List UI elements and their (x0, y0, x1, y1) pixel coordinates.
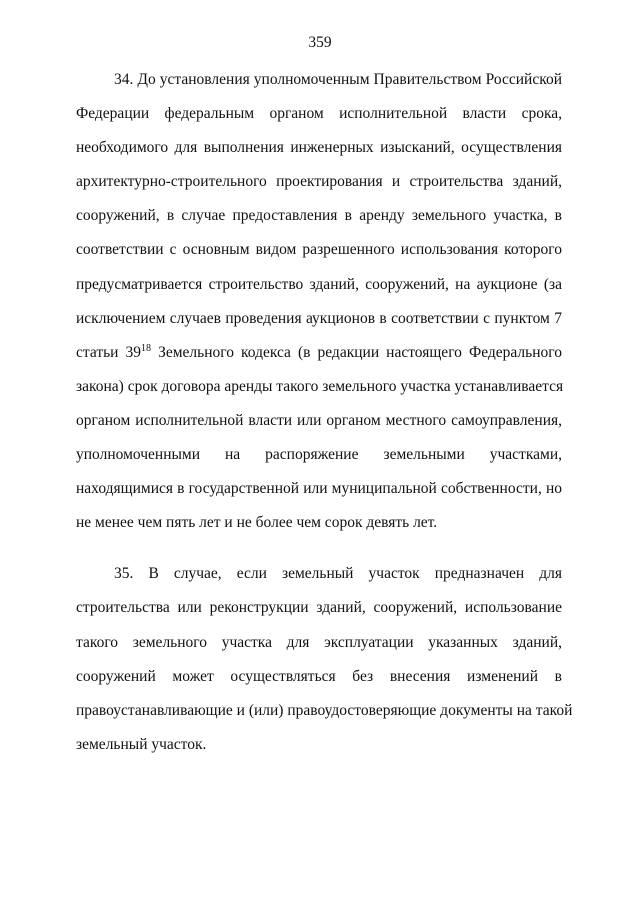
document-body (76, 70, 573, 769)
text-line: органом исполнительной власти или органом местного самоуправления, (76, 411, 562, 429)
paragraph-34 (76, 70, 562, 547)
text-line: Федерации федеральным органом исполнительной власти срока, (76, 105, 562, 123)
paragraph-35 (76, 564, 573, 769)
text-line-last: земельный участок. (76, 735, 207, 753)
article-reference: статьи 39 (76, 343, 142, 361)
text-line: предусматривается строительство зданий, сооружений, на аукционе (за (76, 275, 562, 293)
text-line: закона) срок договора аренды такого земельного участка устанавливается (76, 377, 564, 395)
text-line-last: не менее чем пять лет и не более чем сорок девять лет. (76, 514, 438, 532)
text-line: необходимого для выполнения инженерных изысканий, осуществления (76, 139, 562, 157)
text-line: находящимися в государственной или муниципальной собственности, но (76, 480, 562, 498)
text-line: архитектурно-строительного проектирования и строительства зданий, (76, 173, 562, 191)
text-line: строительства или реконструкции зданий, сооружений, использование (76, 599, 562, 617)
text-line: 34. До установления уполномоченным Правительством Российской (114, 71, 562, 88)
text-fragment: Земельного кодекса (в редакции настоящего Федерального (151, 343, 562, 361)
text-line: 35. В случае, если земельный участок предназначен для (114, 565, 562, 583)
superscript-number: 18 (141, 342, 152, 354)
text-line: уполномоченными на распоряжение земельными участками, (76, 446, 562, 464)
text-line: исключением случаев проведения аукционов в соответствии с пунктом 7 (76, 309, 562, 327)
text-line-with-superscript (76, 343, 562, 377)
text-line: сооружений, в случае предоставления в аренду земельного участка, в (76, 207, 562, 225)
text-line: соответствии с основным видом разрешенного использования которого (76, 241, 562, 259)
text-line: такого земельного участка для эксплуатации указанных зданий, (76, 633, 562, 651)
text-line: правоустанавливающие и (или) правоудостоверяющие документы на такой (76, 701, 573, 719)
text-line: сооружений может осуществляться без внесения изменений в (76, 667, 562, 685)
page-number: 359 (308, 34, 332, 51)
